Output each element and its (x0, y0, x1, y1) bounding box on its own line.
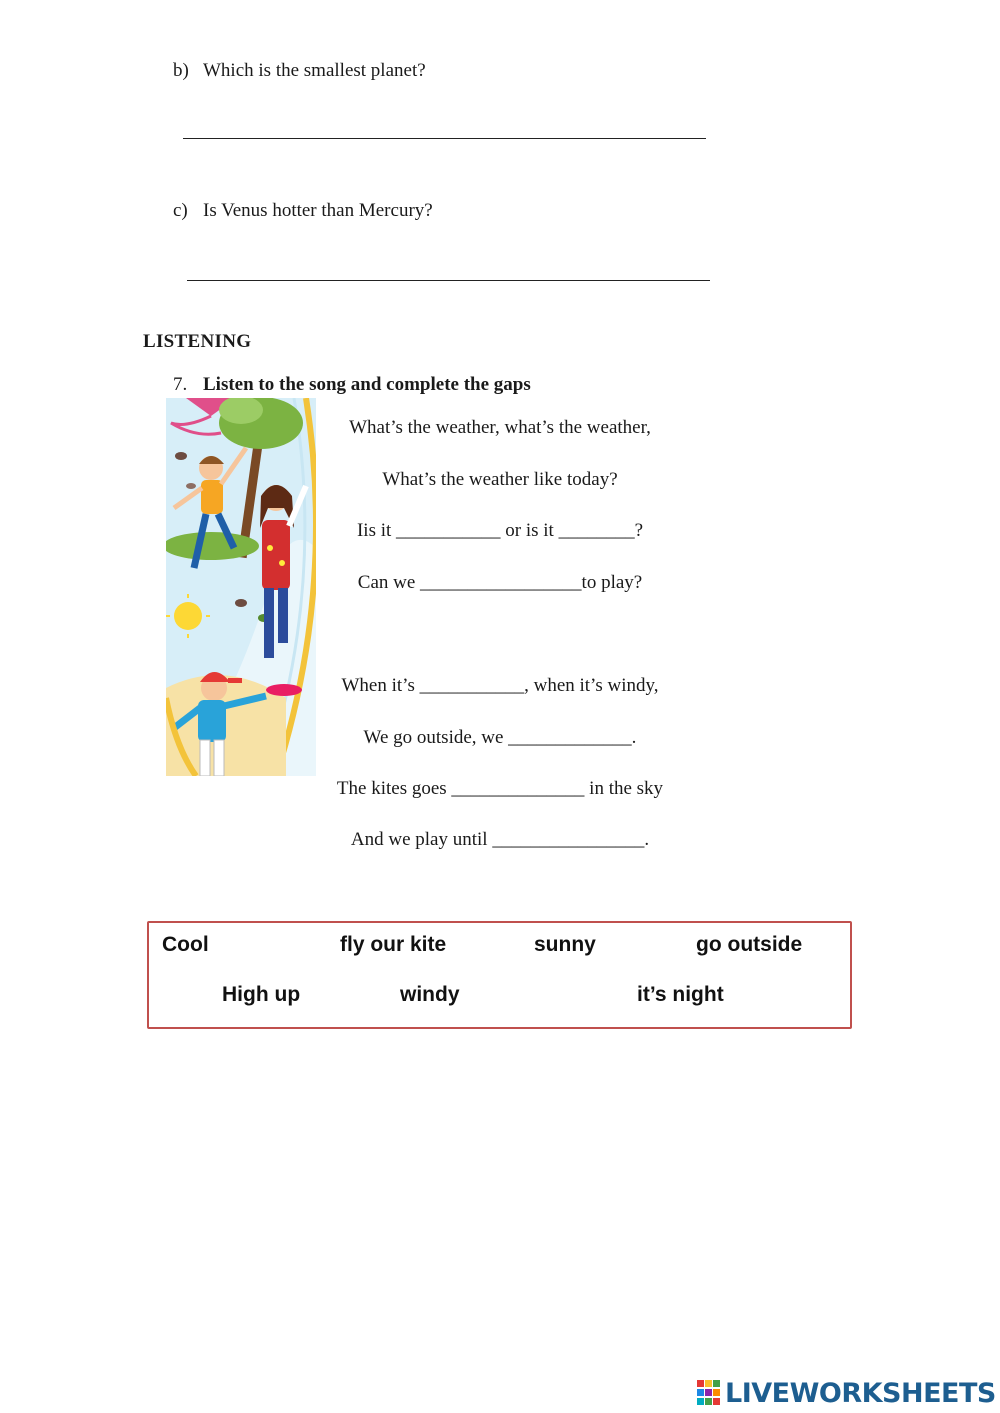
question-b (173, 60, 426, 82)
word-bank-item: fly our kite (340, 933, 447, 956)
song-line-5-gap[interactable]: When it’s ___________, when it’s windy, (341, 675, 659, 696)
task-heading (173, 374, 531, 396)
word-bank-item: High up (222, 983, 301, 1006)
answer-line-b[interactable] (183, 138, 706, 139)
section-title: LISTENING (143, 331, 252, 352)
song-line-6-gap[interactable]: We go outside, we _____________. (363, 727, 637, 748)
word-bank-item: sunny (534, 933, 596, 956)
word-bank-item: Cool (162, 933, 209, 956)
word-bank-box (147, 921, 852, 1029)
word-bank-item: it’s night (637, 983, 724, 1006)
question-label: b) (173, 60, 189, 81)
liveworksheets-logo-text: LIVEWORKSHEETS (725, 1377, 996, 1409)
answer-line-c[interactable] (187, 280, 710, 281)
song-line-2: What’s the weather like today? (382, 469, 618, 490)
task-number: 7. (173, 374, 188, 395)
word-bank-item: windy (400, 983, 460, 1006)
song-line-4-gap[interactable]: Can we _________________to play? (357, 572, 643, 593)
song-line-3-gaps[interactable]: Iis it ___________ or is it ________? (356, 520, 644, 541)
song-line-8-gap[interactable]: And we play until ________________. (350, 829, 650, 850)
liveworksheets-logo-icon (697, 1380, 721, 1406)
song-line-1: What’s the weather, what’s the weather, (349, 417, 651, 438)
task-title: Listen to the song and complete the gaps (203, 374, 531, 395)
question-label: c) (173, 200, 188, 221)
question-c (173, 200, 433, 222)
word-bank-item: go outside (696, 933, 803, 956)
song-line-7-gap[interactable]: The kites goes ______________ in the sky (336, 778, 664, 799)
liveworksheets-brand (697, 1376, 996, 1410)
question-text: Which is the smallest planet? (203, 60, 426, 81)
question-text: Is Venus hotter than Mercury? (203, 200, 433, 221)
